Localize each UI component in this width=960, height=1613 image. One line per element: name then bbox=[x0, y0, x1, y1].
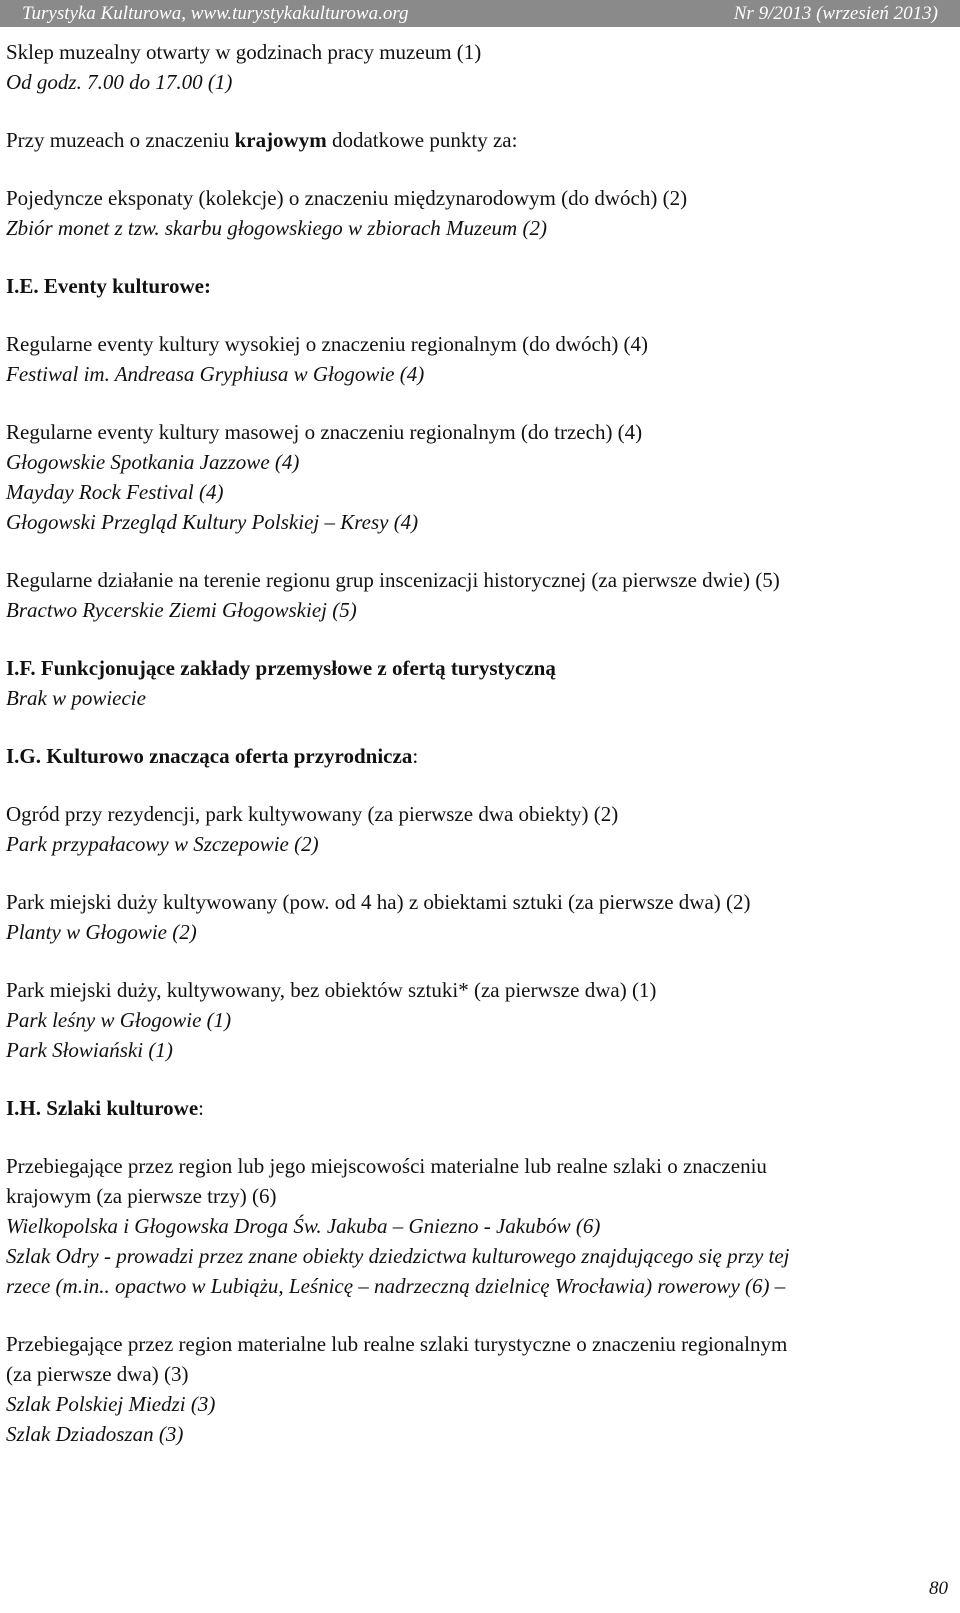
text-line: Głogowskie Spotkania Jazzowe (4) bbox=[6, 450, 300, 474]
text-line: Szlak Polskiej Miedzi (3) bbox=[6, 1392, 216, 1416]
text-line: Ogród przy rezydencji, park kultywowany (za pierwsze dwa obiekty) (2) bbox=[6, 802, 619, 826]
section-heading-text: I.G. Kulturowo znacząca oferta przyrodnicza bbox=[6, 744, 413, 768]
text-line: Park leśny w Głogowie (1) bbox=[6, 1008, 232, 1032]
text-line: Przebiegające przez region materialne lub realne szlaki turystyczne o znaczeniu regionalnym bbox=[6, 1332, 788, 1356]
text-line: Planty w Głogowie (2) bbox=[6, 920, 197, 944]
text-line: Przebiegające przez region lub jego miejscowości materialne lub realne szlaki o znaczeniu bbox=[6, 1154, 767, 1178]
text-line: Pojedyncze eksponaty (kolekcje) o znaczeniu międzynarodowym (do dwóch) (2) bbox=[6, 186, 688, 210]
colon: : bbox=[198, 1096, 204, 1120]
text-span: dodatkowe punkty za: bbox=[326, 128, 518, 152]
issue-number: Nr 9/2013 (wrzesień 2013) bbox=[733, 3, 938, 24]
text-line: Szlak Odry - prowadzi przez znane obiekty dziedzictwa kulturowego znajdującego się przy tej bbox=[6, 1244, 790, 1268]
text-line: Zbiór monet z tzw. skarbu głogowskiego w zbiorach Muzeum (2) bbox=[6, 216, 547, 240]
text-line: Park Słowiański (1) bbox=[6, 1038, 173, 1062]
colon: : bbox=[412, 744, 419, 768]
text-line: Park miejski duży, kultywowany, bez obiektów sztuki* (za pierwsze dwa) (1) bbox=[6, 978, 657, 1002]
section-heading bbox=[6, 741, 951, 771]
running-header bbox=[0, 0, 960, 27]
section-heading: I.E. Eventy kulturowe: bbox=[6, 274, 211, 298]
page-number: 80 bbox=[929, 1578, 948, 1599]
text-line: Bractwo Rycerskie Ziemi Głogowskiej (5) bbox=[6, 598, 357, 622]
text-line: Regularne eventy kultury masowej o znaczeniu regionalnym (do trzech) (4) bbox=[6, 420, 643, 444]
section-heading-text: I.H. Szlaki kulturowe bbox=[6, 1096, 199, 1120]
emphasis-text: krajowym bbox=[234, 128, 327, 152]
text-line: Głogowski Przegląd Kultury Polskiej – Kresy (4) bbox=[6, 510, 419, 534]
text-span: Przy muzeach o znaczeniu bbox=[6, 128, 235, 152]
text-line bbox=[6, 125, 951, 155]
text-line: krajowym (za pierwsze trzy) (6) bbox=[6, 1184, 277, 1208]
section-heading bbox=[6, 1093, 951, 1123]
text-line: Od godz. 7.00 do 17.00 (1) bbox=[6, 70, 233, 94]
document-body bbox=[6, 37, 951, 1449]
journal-title: Turystyka Kulturowa, www.turystykakulturowa.org bbox=[22, 3, 409, 24]
text-line: (za pierwsze dwa) (3) bbox=[6, 1362, 189, 1386]
text-line: Sklep muzealny otwarty w godzinach pracy muzeum (1) bbox=[6, 40, 482, 64]
text-line: Festiwal im. Andreasa Gryphiusa w Głogowie (4) bbox=[6, 362, 425, 386]
text-line: rzece (m.in.. opactwo w Lubiążu, Leśnicę – nadrzeczną dzielnicę Wrocławia) rowerowy (6) – bbox=[6, 1274, 786, 1298]
text-line: Regularne eventy kultury wysokiej o znaczeniu regionalnym (do dwóch) (4) bbox=[6, 332, 649, 356]
text-line: Park przypałacowy w Szczepowie (2) bbox=[6, 832, 319, 856]
text-line: Mayday Rock Festival (4) bbox=[6, 480, 224, 504]
text-line: Regularne działanie na terenie regionu grup inscenizacji historycznej (za pierwsze dwie) (5) bbox=[6, 568, 780, 592]
text-line: Brak w powiecie bbox=[6, 686, 146, 710]
text-line: Park miejski duży kultywowany (pow. od 4 ha) z obiektami sztuki (za pierwsze dwa) (2) bbox=[6, 890, 751, 914]
text-line: Wielkopolska i Głogowska Droga Św. Jakuba – Gniezno - Jakubów (6) bbox=[6, 1214, 601, 1238]
section-heading: I.F. Funkcjonujące zakłady przemysłowe z ofertą turystyczną bbox=[6, 656, 556, 680]
text-line: Szlak Dziadoszan (3) bbox=[6, 1422, 184, 1446]
